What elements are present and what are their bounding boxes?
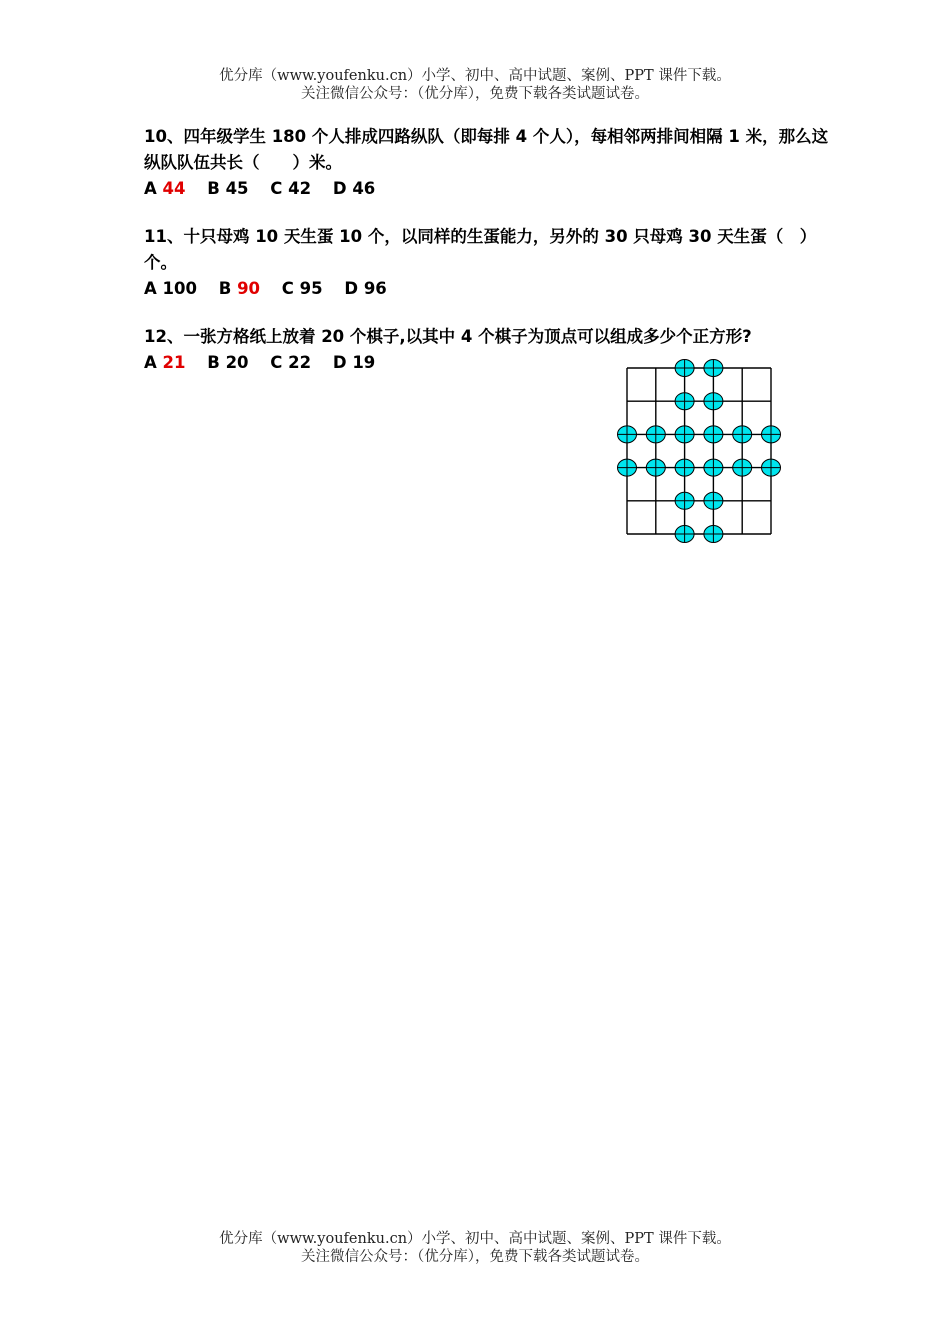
option-letter: A <box>144 353 157 372</box>
option-b <box>219 279 260 298</box>
option-a <box>144 179 186 198</box>
question-text: 11、十只母鸡 10 天生蛋 10 个，以同样的生蛋能力，另外的 30 只母鸡 30 天生蛋（ ）个。 <box>144 227 817 272</box>
chess-piece <box>675 492 694 509</box>
header-line-2: 关注微信公众号：（优分库），免费下载各类试题试卷。 <box>301 86 649 102</box>
chess-piece <box>675 459 694 476</box>
option-letter: B <box>207 353 220 372</box>
question-10 <box>144 124 834 202</box>
option-value: 46 <box>352 179 376 198</box>
option-b <box>207 353 248 372</box>
option-c <box>270 353 311 372</box>
chess-piece <box>762 459 781 476</box>
option-value: 22 <box>288 353 312 372</box>
chess-piece <box>646 459 665 476</box>
chess-piece <box>704 492 723 509</box>
chess-piece <box>675 526 694 543</box>
option-value: 20 <box>225 353 249 372</box>
chess-grid-figure <box>612 355 787 545</box>
option-letter: C <box>270 353 283 372</box>
option-a <box>144 353 186 372</box>
answer-options <box>144 176 834 202</box>
question-11 <box>144 224 834 302</box>
option-c <box>282 279 323 298</box>
chess-piece <box>704 426 723 443</box>
chess-piece <box>704 459 723 476</box>
question-text: 12、一张方格纸上放着 20 个棋子,以其中 4 个棋子为顶点可以组成多少个正方形? <box>144 327 752 346</box>
option-value: 42 <box>288 179 312 198</box>
header-line-1: 优分库（www.youfenku.cn）小学、初中、高中试题、案例、PPT 课件下载。 <box>219 68 731 84</box>
grid-lines <box>627 368 771 534</box>
option-value-correct: 21 <box>162 353 186 372</box>
chess-piece <box>733 426 752 443</box>
chess-piece <box>675 426 694 443</box>
chess-piece <box>646 426 665 443</box>
question-text: 10、四年级学生 180 个人排成四路纵队（即每排 4 个人），每相邻两排间相隔 1 米，那么这纵队队伍共长（ ）米。 <box>144 127 829 172</box>
chess-piece <box>618 426 637 443</box>
chess-piece <box>733 459 752 476</box>
option-a <box>144 279 197 298</box>
chess-piece <box>704 393 723 410</box>
option-letter: A <box>144 279 157 298</box>
chess-piece <box>618 459 637 476</box>
footer-line-2: 关注微信公众号：（优分库），免费下载各类试题试卷。 <box>301 1249 649 1265</box>
chess-pieces <box>618 360 781 543</box>
chess-piece <box>762 426 781 443</box>
option-value: 100 <box>162 279 197 298</box>
chess-piece <box>675 360 694 377</box>
option-letter: B <box>218 279 232 298</box>
option-c <box>270 179 311 198</box>
option-letter: C <box>281 279 294 298</box>
page-footer <box>0 1230 950 1266</box>
option-letter: B <box>207 179 220 198</box>
answer-options <box>144 276 834 302</box>
option-b <box>207 179 248 198</box>
chess-piece <box>704 360 723 377</box>
option-letter: C <box>270 179 283 198</box>
option-letter: D <box>332 179 347 198</box>
option-d <box>333 179 375 198</box>
option-value: 96 <box>363 279 387 298</box>
option-d <box>344 279 386 298</box>
option-value: 45 <box>225 179 249 198</box>
option-d <box>333 353 375 372</box>
chess-piece <box>704 526 723 543</box>
option-letter: D <box>344 279 359 298</box>
option-value: 19 <box>352 353 376 372</box>
chess-piece <box>675 393 694 410</box>
option-value: 95 <box>299 279 323 298</box>
option-letter: A <box>144 179 157 198</box>
option-letter: D <box>332 353 347 372</box>
page-header <box>0 67 950 103</box>
footer-line-1: 优分库（www.youfenku.cn）小学、初中、高中试题、案例、PPT 课件下载。 <box>219 1231 731 1247</box>
option-value-correct: 90 <box>237 279 261 298</box>
option-value-correct: 44 <box>162 179 186 198</box>
